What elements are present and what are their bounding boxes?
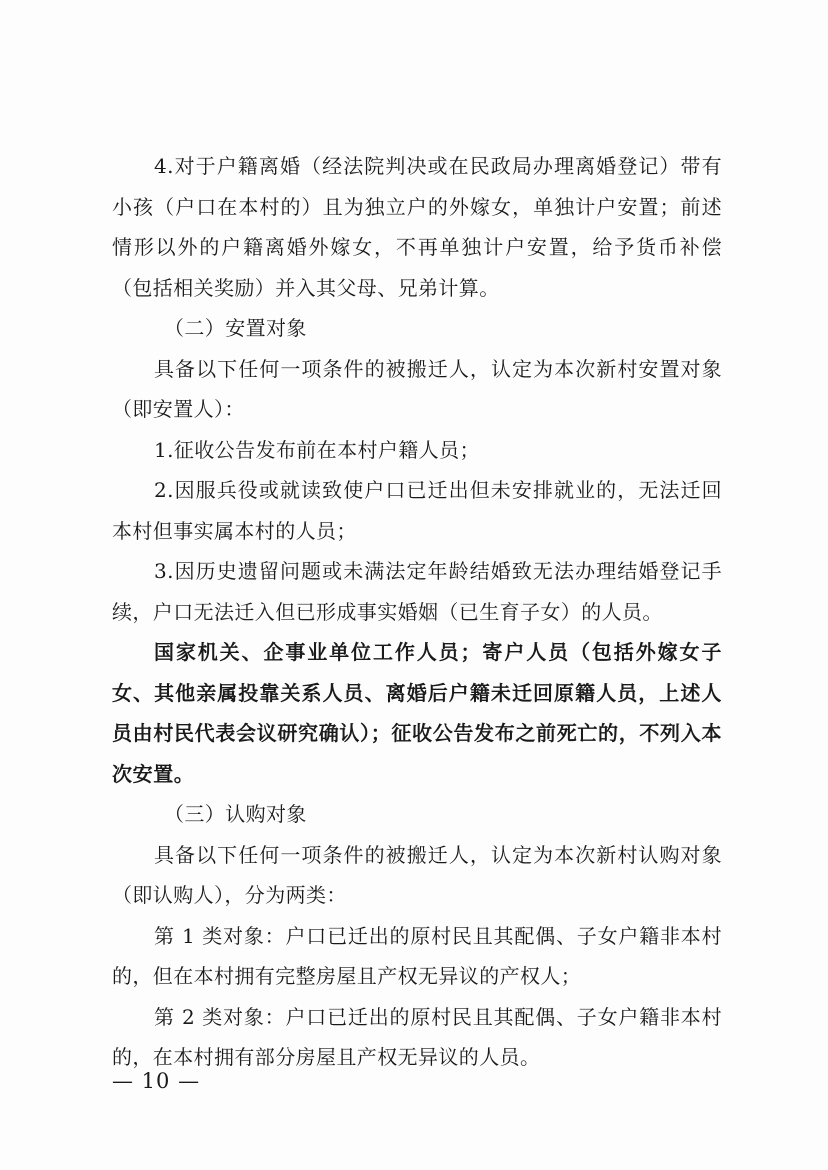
list-item-resettlement-2: 2.因服兵役或就读致使户口已迁出但未安排就业的，无法迁回本村但事实属本村的人员； xyxy=(112,478,722,543)
page-number: — 10 — xyxy=(112,1069,201,1093)
paragraph-divorced-married-out-women: 4.对于户籍离婚（经法院判决或在民政局办理离婚登记）带有小孩（户口在本村的）且为独立户的外嫁女，单独计户安置；前述情形以外的户籍离婚外嫁女，不再单独计户安置，给予货币补偿（包括相关奖励）并入其父母、兄弟计算。 xyxy=(112,154,722,300)
list-item-purchase-type-2: 第 2 类对象：户口已迁出的原村民且其配偶、子女户籍非本村的，在本村拥有部分房屋且产权无异议的人员。 xyxy=(112,1004,722,1069)
section-heading-resettlement-targets: （二）安置对象 xyxy=(164,316,307,340)
list-item-resettlement-1: 1.征收公告发布前在本村户籍人员； xyxy=(154,437,480,462)
list-item-resettlement-3: 3.因历史遗留问题或未满法定年龄结婚致无法办理结婚登记手续，户口无法迁入但已形成事实婚姻（已生育子女）的人员。 xyxy=(112,559,722,624)
paragraph-exclusions-bold: 国家机关、企事业单位工作人员；寄户人员（包括外嫁女子女、其他亲属投靠关系人员、离婚后户籍未迁回原籍人员，上述人员由村民代表会议研究确认）；征收公告发布之前死亡的，不列入本次安置。 xyxy=(112,640,722,786)
document-body xyxy=(112,146,722,1078)
section-heading-purchase-targets: （三）认购对象 xyxy=(164,802,307,826)
paragraph-purchase-definition: 具备以下任何一项条件的被搬迁人，认定为本次新村认购对象（即认购人），分为两类： xyxy=(112,842,722,907)
list-item-purchase-type-1: 第 1 类对象：户口已迁出的原村民且其配偶、子女户籍非本村的，但在本村拥有完整房屋且产权无异议的产权人； xyxy=(112,923,722,988)
paragraph-resettlement-definition: 具备以下任何一项条件的被搬迁人，认定为本次新村安置对象（即安置人）： xyxy=(112,356,722,421)
